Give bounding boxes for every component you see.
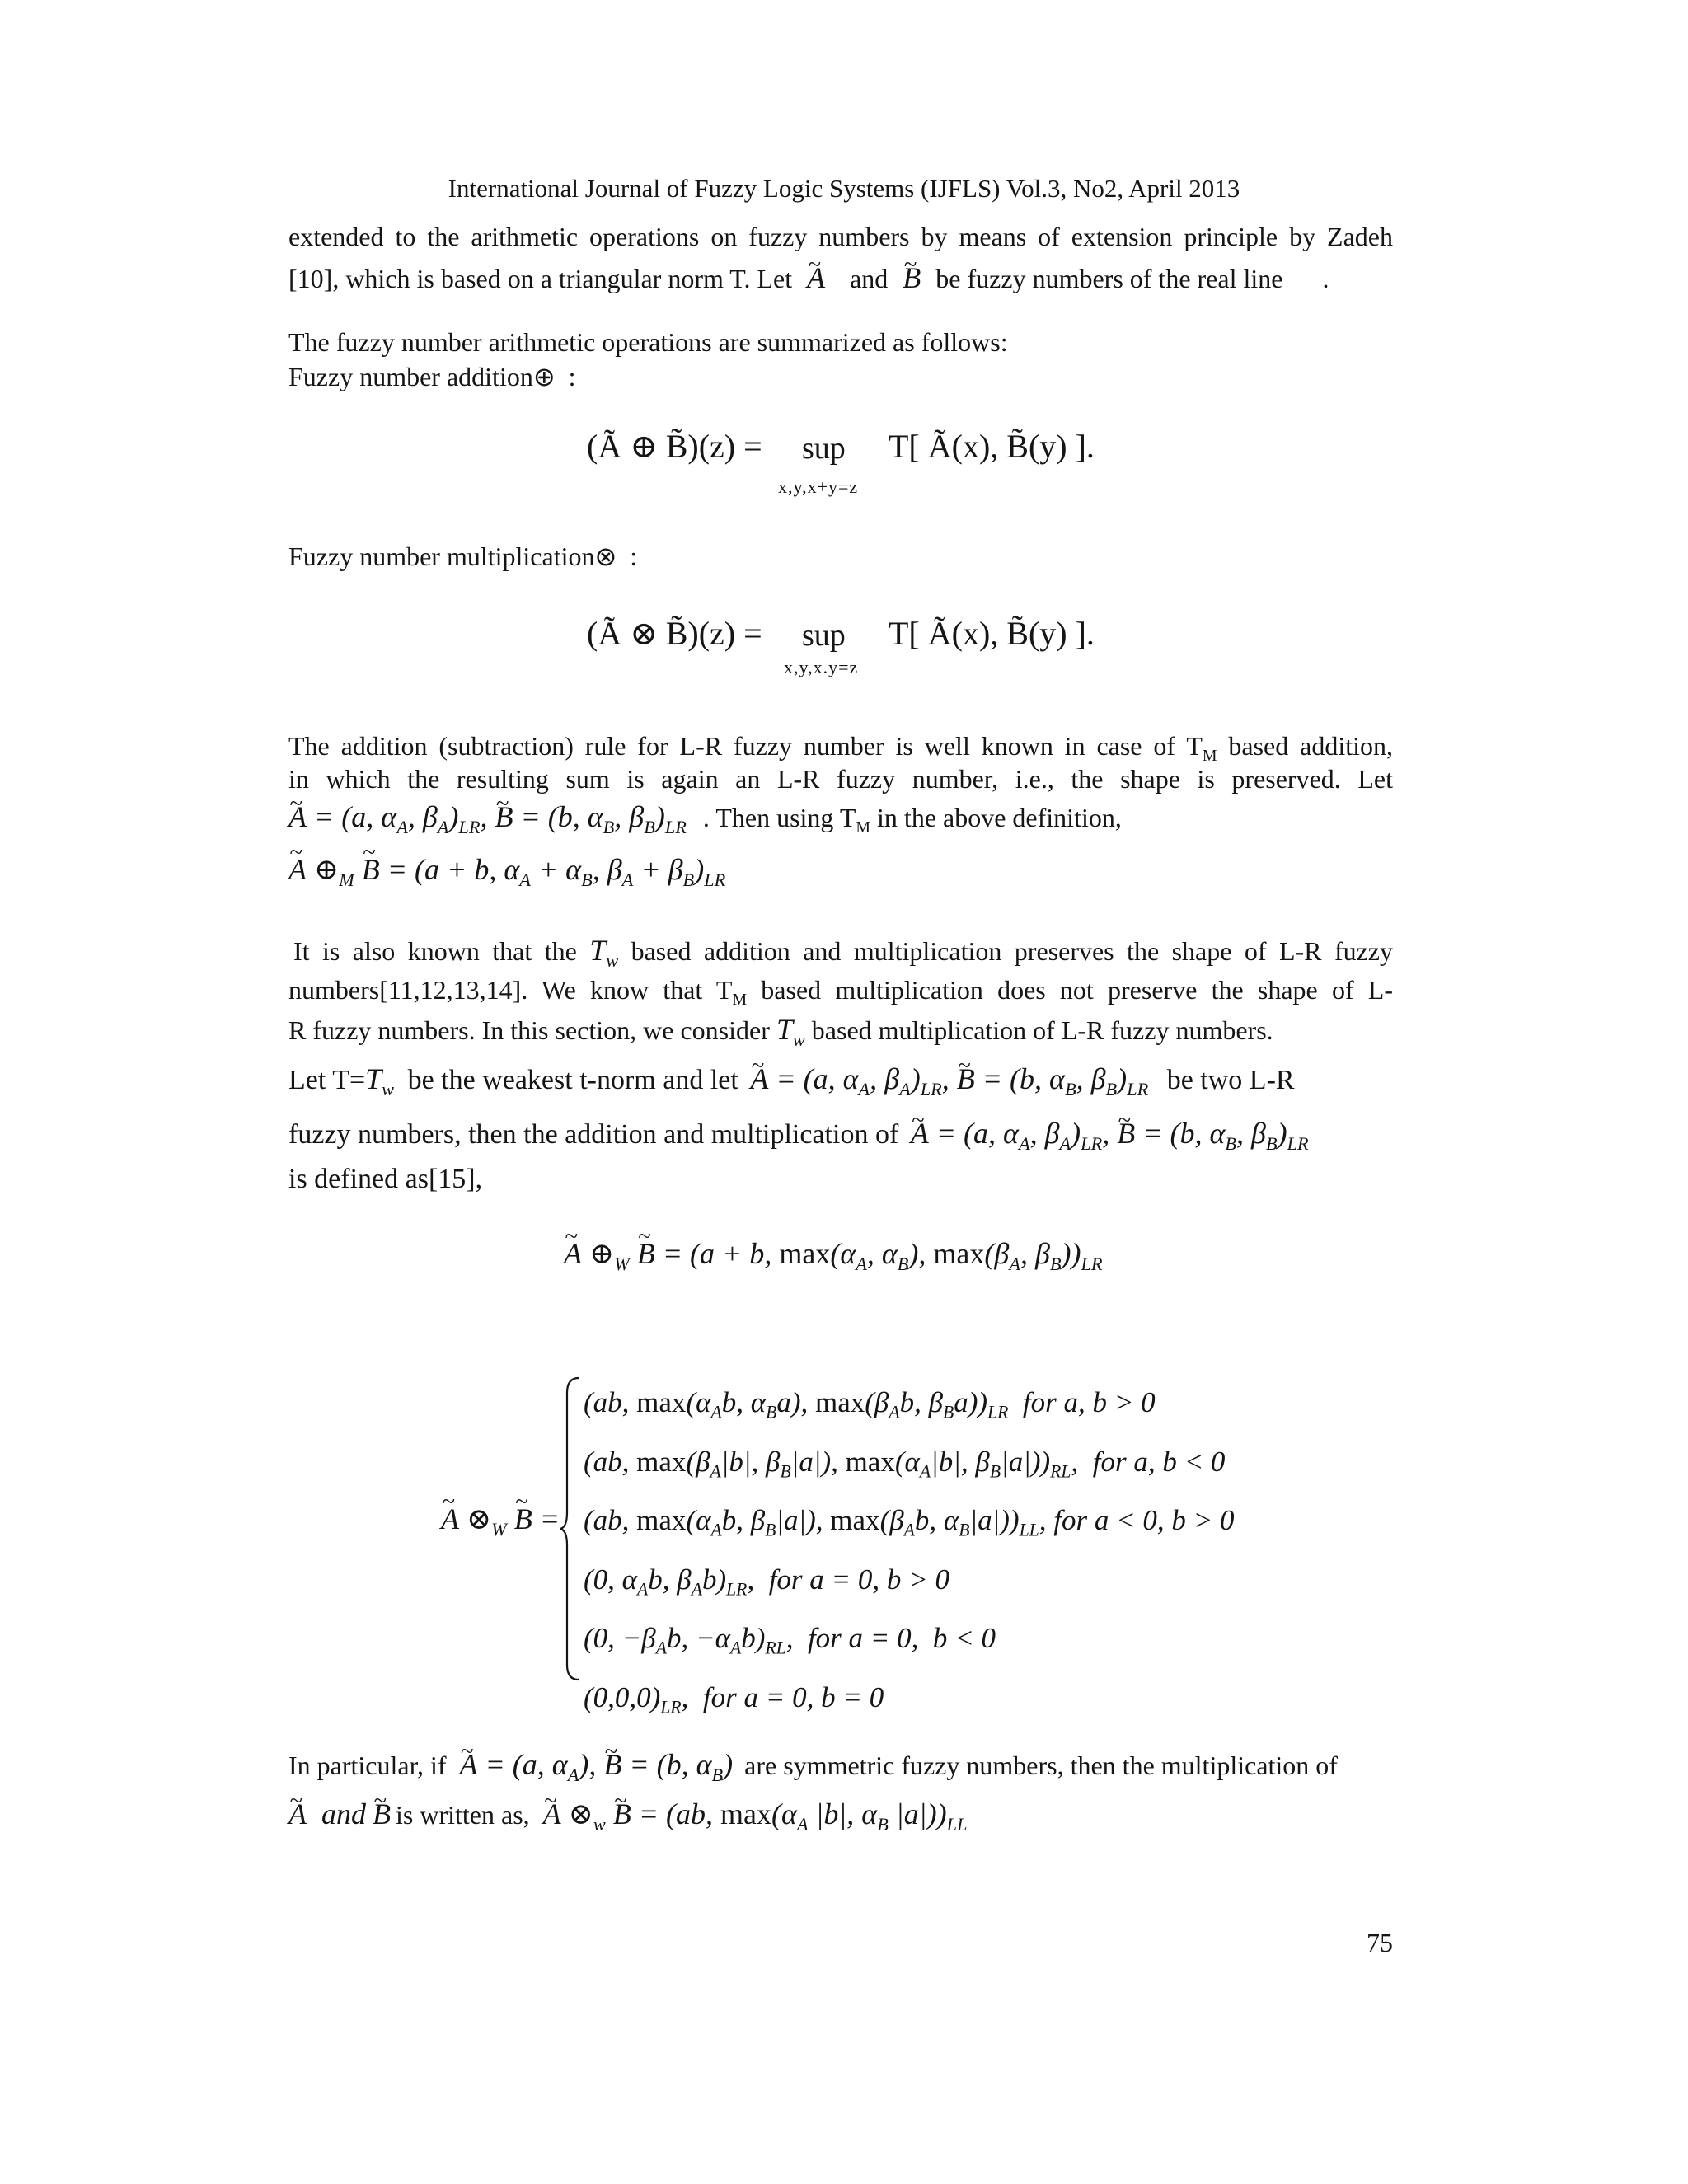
paragraph5-line1-a: In particular, if (288, 1750, 447, 1780)
multiplication-label: Fuzzy number multiplication (288, 541, 595, 571)
addition-colon: : (568, 362, 576, 391)
symbol-t-w: $T_w$ (589, 934, 619, 971)
multiplication-colon: : (630, 541, 638, 571)
equation-multiplication-rhs: T[ Ã(x), B̃(y) ]. (889, 615, 1095, 652)
paragraph4-def-eq: ~ A = (a, $\alpha_A$, $\beta_A)_{LR}$, ~ B = (b, $\alpha_B$, $\beta_B)_{LR}$ (750, 1062, 1148, 1095)
case-row: (ab, $\max(\beta_A|b|$, $\beta_B|a|$), $\max(\alpha_A|b|$, $\beta_B|a|))_{RL}$, for a, b < 0 (584, 1445, 1226, 1482)
paragraph2-line1: The fuzzy number arithmetic operations are summarized as follows: (288, 327, 1008, 357)
paragraph3-line3-sub: M (856, 818, 871, 837)
symbol-a-tilde: ~ A (288, 1797, 307, 1831)
symbol-t-w: $T_w$ (776, 1013, 805, 1050)
weak-addition-eq: ~ A $\oplus_W$ ~ B = (a + b, $\max(\alpha_A$, $\alpha_B$), $\max(\beta_A$, $\beta_B))_{LR}$ (564, 1236, 1103, 1275)
case-row: (ab, $\max(\alpha_Ab$, $\beta_B|a|$), $\max(\beta_Ab$, $\alpha_B|a|))_{LL}$, for a < 0, b > 0 (584, 1504, 1235, 1540)
paragraph4-line2-end: based multiplication does not preserve the shape of L- (747, 975, 1394, 1005)
equation-multiplication-sup: sup (802, 618, 846, 653)
journal-header: International Journal of Fuzzy Logic Systems (IJFLS) Vol.3, No2, April 2013 (448, 174, 1240, 203)
paragraph1-line2-d: . (1322, 264, 1329, 293)
paragraph5-line2-and: and (321, 1797, 366, 1830)
paragraph3-max-addition-eq: ~ A $\oplus_M$ ~ B = (a + b, $\alpha_A + \alpha_B$, $\beta_A + \beta_B)_{LR}$ (288, 852, 725, 891)
paragraph5-line1 (288, 1747, 1338, 1793)
paragraph3-line3-text: . Then using T (702, 803, 856, 832)
multiplication-label-line (288, 539, 637, 574)
paragraph3-line1-text: The addition (subtraction) rule for L-R fuzzy number is well known in case of T (288, 731, 1203, 761)
paragraph3-line3-end: in the above definition, (870, 803, 1122, 832)
left-brace (559, 1376, 580, 1681)
weak-multiplication-lhs: ~ A $\otimes_W$ ~ B = (441, 1502, 560, 1540)
paragraph1-line2-a: [10], which is based on a triangular norm T. Let (288, 264, 793, 293)
paragraph5-line2 (288, 1797, 967, 1842)
paragraph4-line3-a: R fuzzy numbers. In this section, we consider (288, 1015, 770, 1045)
paragraph4-line1 (293, 933, 1393, 978)
paragraph3-line1-end: based addition, (1217, 731, 1394, 761)
case-row: (0, $\alpha_Ab$, $\beta_Ab)_{LR}$, for a = 0, b > 0 (584, 1563, 950, 1600)
paragraph4-line2-text: numbers[11,12,13,14]. We know that T (288, 975, 733, 1005)
paragraph5-symmetric-eq: ~ A = (a, $\alpha_A$), ~ B = (b, $\alpha_B$) (460, 1748, 734, 1781)
paragraph1-line2-b: and (850, 264, 889, 293)
equation-addition-rhs: T[ Ã(x), B̃(y) ]. (889, 428, 1095, 465)
addition-symbol: ⊕ (532, 361, 556, 392)
weak-multiplication-cases (584, 1378, 1235, 1732)
paragraph5-line1-b: are symmetric fuzzy numbers, then the multiplication of (744, 1750, 1338, 1780)
paragraph4-line3-b: based multiplication of L-R fuzzy numbers. (811, 1015, 1273, 1045)
case-row: (ab, $\max(\alpha_Ab$, $\alpha_Ba$), $\max(\beta_Ab$, $\beta_Ba))_{LR}$ for a, b > 0 (584, 1386, 1156, 1422)
paragraph4-line4-a: Let T= (288, 1065, 366, 1095)
paragraph4-line5-a: fuzzy numbers, then the addition and multiplication of (288, 1119, 899, 1150)
paragraph4-line6: is defined as[15], (288, 1164, 483, 1194)
paragraph1-line2 (288, 260, 1329, 296)
paragraph4-line1-b: based addition and multiplication preserves the shape of L-R fuzzy (631, 936, 1394, 966)
paragraph4-line2-sub: M (732, 990, 748, 1009)
paragraph4-line4 (288, 1062, 1295, 1107)
paragraph4-line3 (288, 1012, 1273, 1057)
addition-label: Fuzzy number addition (288, 362, 533, 391)
paragraph4-line4-b: be the weakest t-norm and let (407, 1065, 738, 1095)
paragraph3-line2: in which the resulting sum is again an L-R fuzzy number, i.e., the shape is preserved. Let (288, 764, 1393, 794)
symbol-b-tilde: ~ B (373, 1797, 391, 1831)
paragraph4-line4-c: be two L-R (1166, 1065, 1295, 1095)
case-row: $(0,0,0)_{LR}$, for a = 0, b = 0 (584, 1680, 884, 1718)
paragraph4-line5 (288, 1116, 1309, 1161)
page-number: 75 (1367, 1928, 1393, 1957)
paragraph5-result-eq: ~ A $\otimes_w$ ~ B = (ab, $\max(\alpha_A$ |b|, $\alpha_B$ $|a|))_{LL}$ (543, 1797, 968, 1830)
equation-multiplication-lhs: (Ã ⊗ B̃)(z) = (587, 615, 762, 652)
symbol-b-tilde: ~ B (903, 260, 921, 295)
symbol-t-w: $T_w$ (365, 1062, 395, 1099)
equation-addition-limit: x,y,x+y=z (778, 476, 859, 497)
addition-label-line (288, 359, 576, 394)
paragraph5-line2-b: is written as, (396, 1800, 530, 1830)
paragraph1-line1: extended to the arithmetic operations on fuzzy numbers by means of extension principle by Zadeh (288, 222, 1393, 251)
case-row: (0, $-\beta_Ab$, $-\alpha_Ab)_{RL}$, for a = 0, b < 0 (584, 1622, 996, 1658)
equation-multiplication-limit: x,y,x.y=z (784, 657, 859, 677)
equation-addition-sup: sup (802, 431, 846, 466)
paragraph1-line2-c: be fuzzy numbers of the real line (935, 264, 1283, 293)
paragraph3-line3 (288, 799, 1122, 845)
equation-addition-lhs: (Ã ⊕ B̃)(z) = (587, 428, 762, 465)
multiplication-symbol: ⊗ (594, 541, 617, 572)
paragraph3-definition-eq: ~ A = (a, $\alpha_A$, $\beta_A)_{LR}$, ~ B = (b, $\alpha_B$, $\beta_B)_{LR}$ (288, 800, 687, 833)
paragraph4-line1-a: It is also known that the (293, 936, 577, 966)
paragraph4-def-eq-2: ~ A = (a, $\alpha_A$, $\beta_A)_{LR}$, ~ B = (b, $\alpha_B$, $\beta_B)_{LR}$ (911, 1117, 1309, 1150)
paragraph3-line1-sub: M (1202, 746, 1217, 765)
symbol-a-tilde: ~ A (807, 260, 825, 295)
paragraph4-line2 (288, 972, 1393, 1017)
